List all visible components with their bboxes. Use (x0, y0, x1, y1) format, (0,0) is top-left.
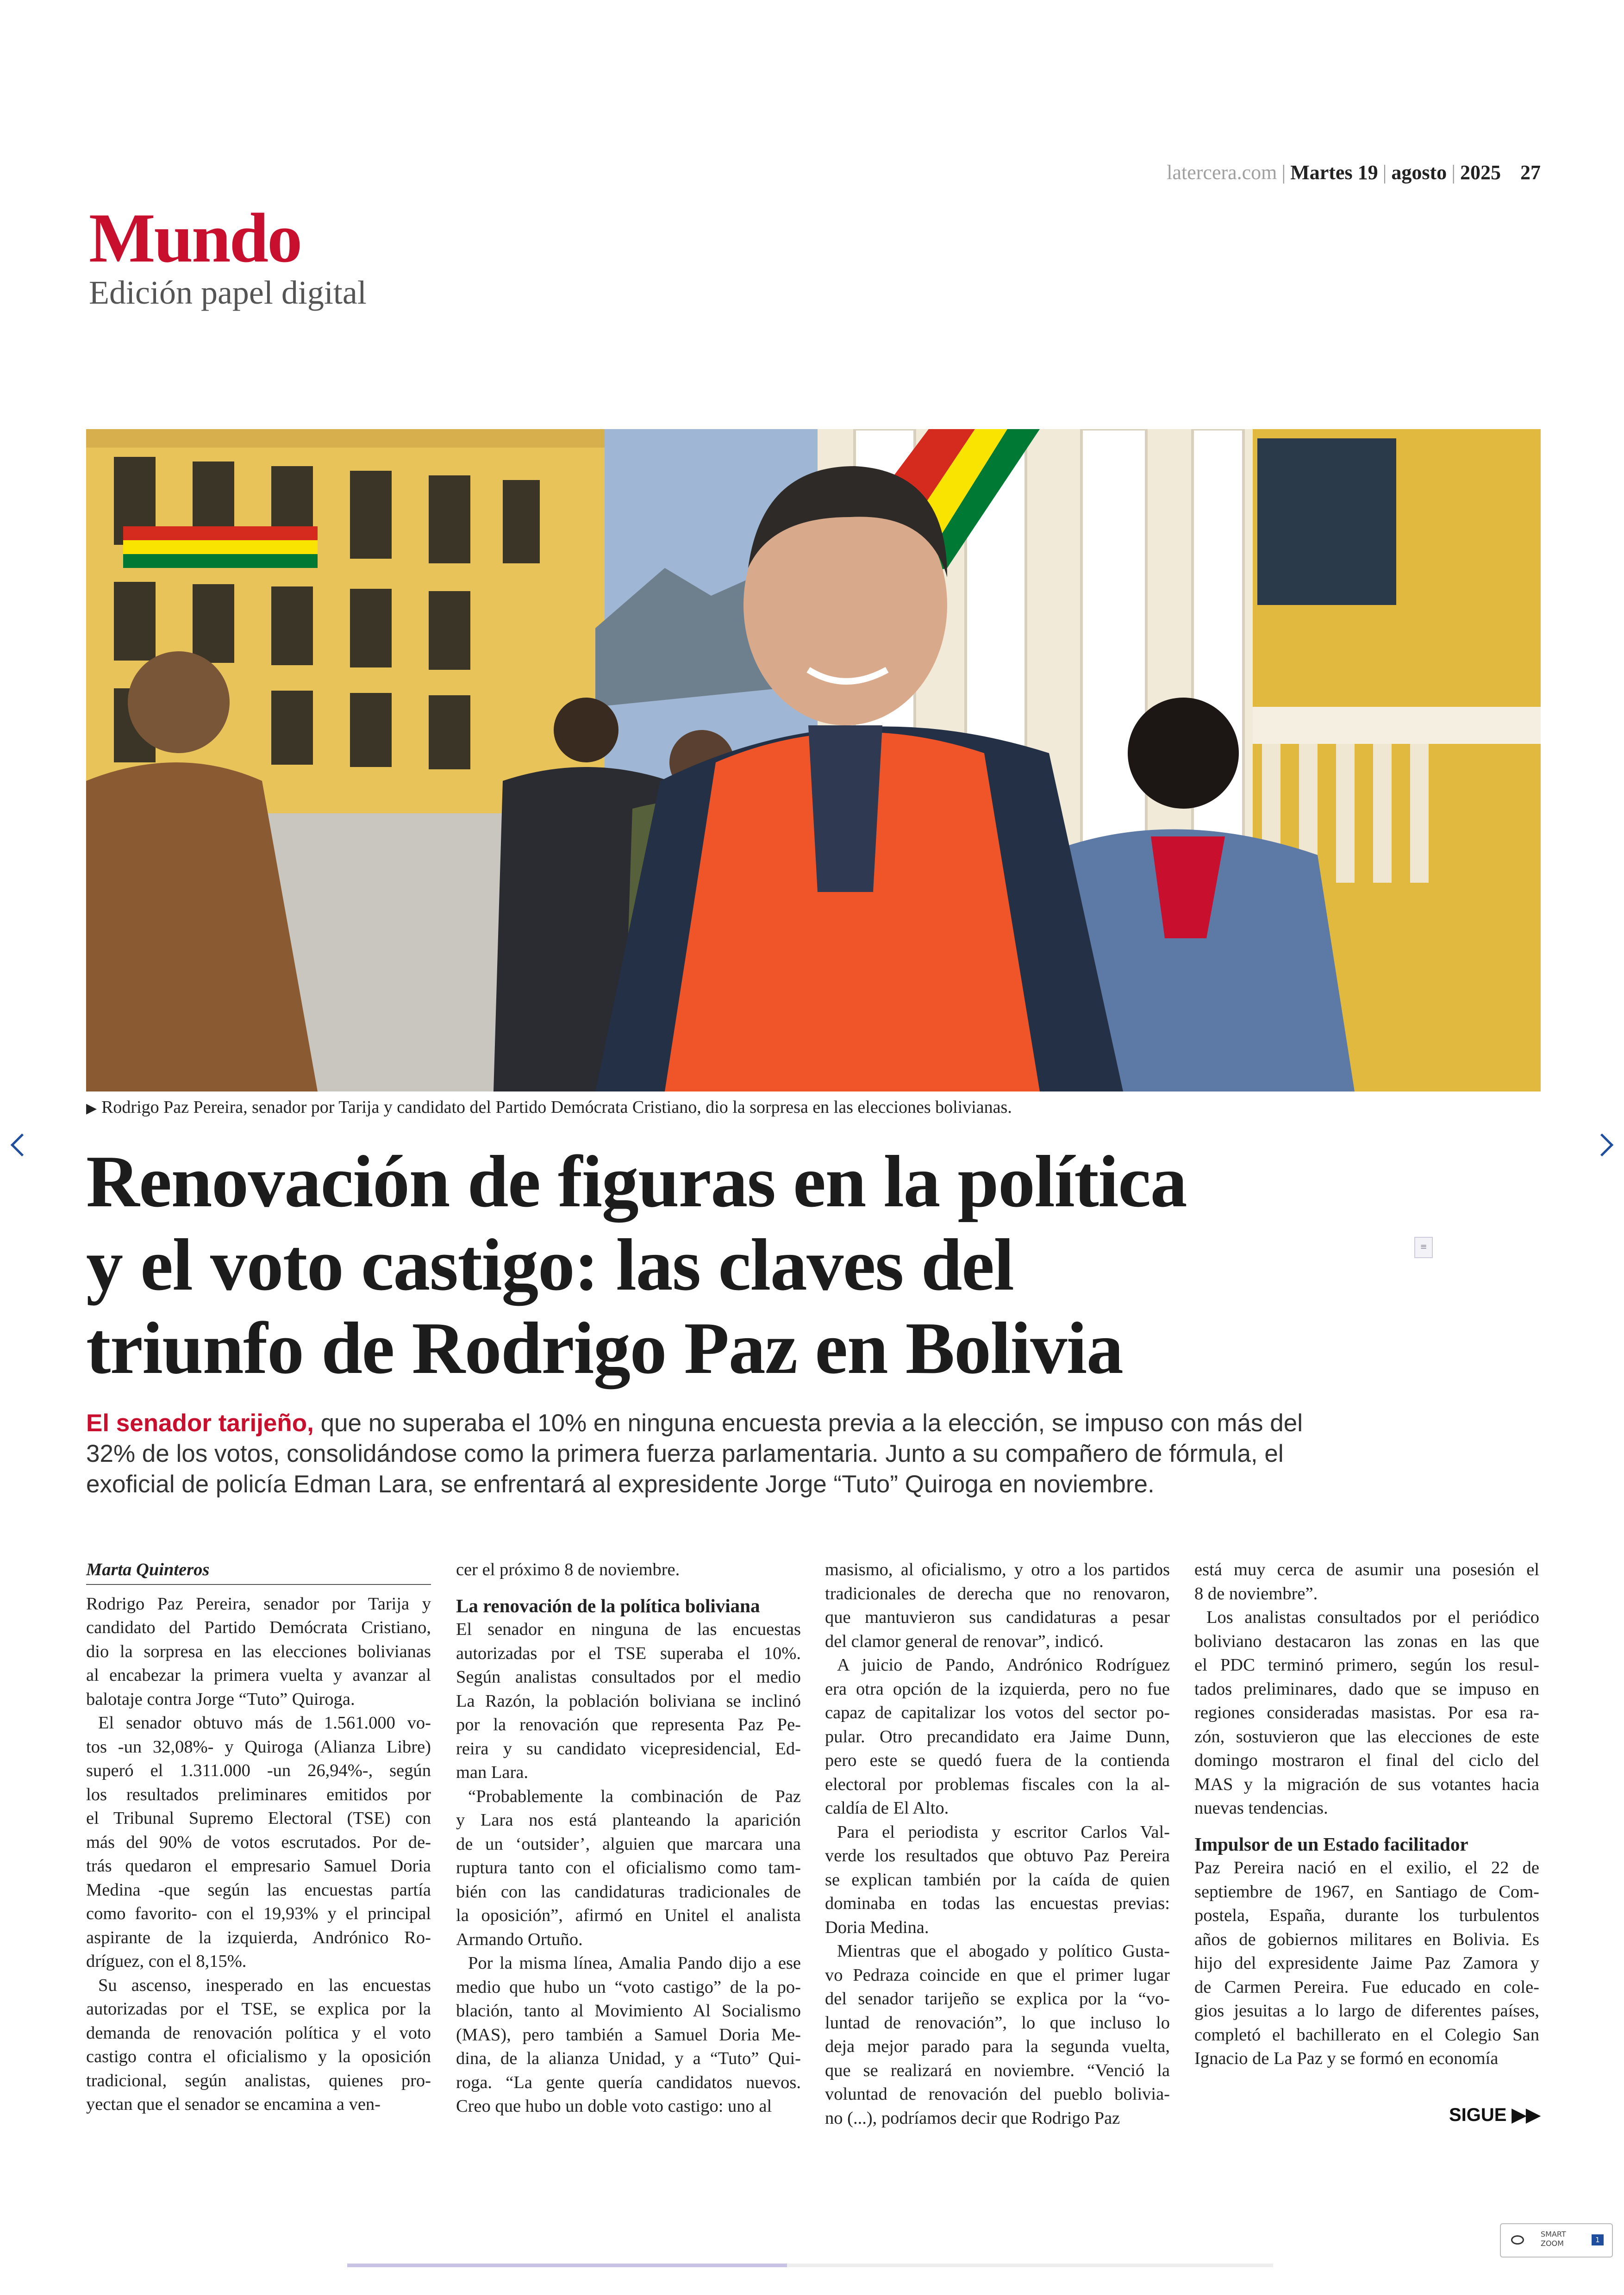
article-column-1 (86, 1558, 431, 2117)
text-line: al encabezar la primera vuelta y avanzar al (86, 1665, 431, 1685)
text-line: y Lara nos está planteando la aparición (456, 1810, 801, 1830)
text-line: Para el periodista y escritor Carlos Val- (837, 1822, 1170, 1842)
smart-zoom-label: SMART ZOOM (1541, 2230, 1566, 2248)
text-line: “Probablemente la combinación de Paz (468, 1786, 801, 1806)
text-line: que se realizará en noviembre. “Venció la (825, 2060, 1170, 2080)
text-line: hijo del expresidente Jaime Paz Zamora y (1194, 1953, 1539, 1973)
text-line: capaz de capitalizar los votos del sector po- (825, 1703, 1170, 1722)
section-subtitle: Edición papel digital (89, 274, 367, 311)
text-line: gios jesuitas a lo largo de diferentes países, (1194, 2001, 1539, 2021)
text-line: bién con las candidaturas tradicionales de (456, 1882, 801, 1902)
text-line: Ignacio de La Paz y se formó en economía (1194, 2049, 1499, 2068)
lead-photo (86, 429, 1541, 1091)
text-line: tos -un 32,08%- y Quiroga (Alianza Libre) (86, 1737, 431, 1757)
text-line: superó el 1.311.000 -un 26,94%-, según (86, 1761, 431, 1780)
folio-month: agosto (1391, 161, 1447, 184)
text-line: años de gobiernos militares en Bolivia. Es (1194, 1929, 1539, 1949)
text-line: roga. “La gente quería candidatos nuevos. (456, 2072, 801, 2092)
text-line: dominaba en todas las encuestas previas: (825, 1894, 1170, 1913)
text-line: Doria Medina. (825, 1917, 929, 1937)
page-folio: latercera.com | Martes 19 | agosto | 2025 27 (1167, 161, 1541, 184)
lead-text: que no superaba el 10% en ninguna encuesta previa a la elección, se impuso con más del (313, 1409, 1303, 1437)
headline-line: triunfo de Rodrigo Paz en Bolivia (86, 1307, 1123, 1389)
byline: Marta Quinteros (86, 1558, 431, 1585)
text-line: el Tribunal Supremo Electoral (TSE) con (86, 1809, 431, 1828)
next-page-icon[interactable] (1591, 1134, 1613, 1156)
lead-text: exoficial de policía Edman Lara, se enfrentará al expresidente Jorge “Tuto” Quiroga en noviembre. (86, 1471, 1155, 1498)
smart-zoom-button[interactable] (1500, 2223, 1613, 2258)
subheading: La renovación de la política boliviana (456, 1595, 760, 1616)
text-line: que mantuvieron sus candidaturas a pesar (825, 1608, 1170, 1627)
text-line: del senador tarijeño se explica por la “vo- (825, 1989, 1170, 2008)
text-line: luntad de renovación”, lo que incluso lo (825, 2013, 1170, 2033)
text-line: La Razón, la población boliviana se inclinó (456, 1691, 801, 1711)
text-line: 8 de noviembre”. (1194, 1584, 1318, 1603)
caption-text: Rodrigo Paz Pereira, senador por Tarija y candidato del Partido Demócrata Cristiano, dio la sorpresa en las elecciones bolivianas. (101, 1098, 1012, 1117)
text-line: vo Pedraza coincide en que el primer lugar (825, 1965, 1170, 1985)
section-title: Mundo (89, 199, 301, 277)
text-line: Los analistas consultados por el periódico (1206, 1608, 1539, 1627)
headline (86, 1140, 1429, 1390)
article-column-4 (1194, 1558, 1539, 2071)
text-line: los resultados preliminares emitidos por (86, 1784, 431, 1804)
text-line: electoral por problemas fiscales con la al- (825, 1774, 1170, 1794)
text-line: Por la misma línea, Amalia Pando dijo a ese (468, 1953, 801, 1973)
headline-line: y el voto castigo: las claves del (86, 1223, 1014, 1306)
text-line: balotaje contra Jorge “Tuto” Quiroga. (86, 1689, 355, 1709)
text-line: pero este se quedó fuera de la contienda (825, 1751, 1170, 1770)
subheading: Impulsor de un Estado facilitador (1194, 1833, 1468, 1855)
text-line: dríguez, con el 8,15%. (86, 1952, 247, 1971)
text-line: MAS y la migración de sus votantes hacia (1194, 1774, 1539, 1794)
text-line: era otra opción de la izquierda, pero no fue (825, 1679, 1170, 1699)
text-line: masismo, al oficialismo, y otro a los partidos (825, 1560, 1170, 1579)
text-line: A juicio de Pando, Andrónico Rodríguez (837, 1655, 1170, 1675)
site-name: latercera.com (1167, 161, 1277, 184)
text-line: voluntad de renovación del pueblo bolivia- (825, 2084, 1170, 2104)
text-line: man Lara. (456, 1763, 529, 1782)
text-line: de Carmen Pereira. Fue educado en cole- (1194, 1977, 1539, 1997)
note-icon[interactable]: ≡ (1414, 1237, 1433, 1258)
scrollbar-thumb[interactable] (347, 2264, 787, 2267)
text-line: pular. Otro precandidato era Jaime Dunn, (825, 1727, 1170, 1746)
text-line: Paz Pereira nació en el exilio, el 22 de (1194, 1858, 1539, 1877)
text-line: zón, sostuvieron que las elecciones de este (1194, 1727, 1539, 1746)
headline-line: Renovación de figuras en la política (86, 1140, 1187, 1222)
continue-label[interactable]: SIGUE ▶▶ (1449, 2105, 1541, 2125)
text-line: demanda de renovación política y el voto (86, 2023, 431, 2043)
spacer (456, 1582, 801, 1594)
article-column-2 (456, 1558, 801, 2119)
text-line: dio la sorpresa en las elecciones bolivianas (86, 1641, 431, 1661)
text-line: no (...), podríamos decir que Rodrigo Paz (825, 2108, 1120, 2128)
text-line: Mientras que el abogado y político Gusta- (837, 1941, 1170, 1961)
text-line: de un ‘outsider’, alguien que marcara una (456, 1834, 801, 1854)
text-line: deja mejor parado para la segunda vuelta, (825, 2037, 1170, 2056)
text-line: candidato del Partido Demócrata Cristiano, (86, 1618, 431, 1637)
text-line: El senador obtuvo más de 1.561.000 vo- (98, 1713, 431, 1733)
text-line: autorizadas por el TSE superaba el 10%. (456, 1643, 801, 1663)
eye-icon (1511, 2235, 1524, 2245)
text-line: septiembre de 1967, en Santiago de Com- (1194, 1882, 1539, 1902)
text-line: se explican también por la caída de quien (825, 1870, 1170, 1890)
lead-highlight: El senador tarijeño, (86, 1409, 314, 1437)
spacer (1194, 1821, 1539, 1833)
text-line: dina, de la alianza Unidad, y a “Tuto” Qui- (456, 2049, 801, 2068)
text-line: tradicionales de derecha que no renovaron, (825, 1584, 1170, 1603)
folio-year: 2025 (1460, 161, 1501, 184)
text-line: tradicional, según analistas, quienes pro- (86, 2070, 431, 2090)
text-line: reira y su candidato vicepresidencial, Ed- (456, 1739, 801, 1759)
page-number: 27 (1520, 161, 1541, 184)
text-line: Según analistas consultados por el medio (456, 1667, 801, 1687)
text-line: Creo que hubo un doble voto castigo: uno al (456, 2096, 772, 2116)
text-line: aspirante de la izquierda, Andrónico Ro- (86, 1927, 431, 1947)
text-line: completó el bachillerato en el Colegio San (1194, 2025, 1539, 2045)
text-line: blación, tanto al Movimiento Al Socialismo (456, 2001, 801, 2021)
text-line: como favorito- con el 19,93% y el principal (86, 1904, 431, 1923)
lead-text: 32% de los votos, consolidándose como la primera fuerza parlamentaria. Junto a su compañero de fórmula, el (86, 1440, 1284, 1467)
text-line: (MAS), pero también a Samuel Doria Me- (456, 2025, 801, 2045)
text-line: Rodrigo Paz Pereira, senador por Tarija y (86, 1594, 431, 1614)
text-line: cer el próximo 8 de noviembre. (456, 1560, 680, 1579)
text-line: Su ascenso, inesperado en las encuestas (98, 1975, 431, 1995)
text-line: más del 90% de votos escrutados. Por de- (86, 1832, 431, 1852)
text-line: del clamor general de renovar”, indicó. (825, 1631, 1104, 1651)
text-line: yectan que el senador se encamina a ven- (86, 2095, 381, 2114)
folio-day: Martes 19 (1290, 161, 1378, 184)
article-column-3 (825, 1558, 1170, 2130)
zoom-badge: 1 (1592, 2234, 1604, 2245)
text-line: castigo contra el oficialismo y la oposición (86, 2047, 431, 2066)
text-line: nuevas tendencias. (1194, 1798, 1328, 1818)
text-line: el PDC terminó primero, según los resul- (1194, 1655, 1539, 1675)
text-line: Medina -que según las encuestas partía (86, 1880, 431, 1900)
previous-page-icon[interactable] (11, 1134, 33, 1156)
text-line: postela, España, durante los turbulentos (1194, 1906, 1539, 1925)
caption-triangle-icon: ▶ (86, 1101, 97, 1116)
text-line: Armando Ortuño. (456, 1929, 583, 1949)
text-line: verde los resultados que obtuvo Paz Pereira (825, 1846, 1170, 1865)
text-line: regiones consideradas masistas. Por esa ra- (1194, 1703, 1539, 1722)
text-line: El senador en ninguna de las encuestas (456, 1620, 801, 1639)
text-line: boliviano destacaron las zonas en las que (1194, 1631, 1539, 1651)
text-line: está muy cerca de asumir una posesión el (1194, 1560, 1539, 1579)
text-line: ruptura tanto con el oficialismo como tam- (456, 1858, 801, 1877)
text-line: por la renovación que representa Paz Pe- (456, 1715, 801, 1734)
lead-paragraph (86, 1408, 1544, 1500)
text-line: medio que hubo un “voto castigo” de la po- (456, 1977, 801, 1997)
text-line: caldía de El Alto. (825, 1798, 949, 1818)
text-line: autorizadas por el TSE, se explica por la (86, 1999, 431, 2019)
text-line: la oposición”, afirmó en Unitel el analista (456, 1906, 801, 1925)
text-line: tados preliminares, dado que se impuso en (1194, 1679, 1539, 1699)
photo-caption (86, 1097, 1012, 1117)
text-line: domingo mostraron el final del ciclo del (1194, 1751, 1539, 1770)
text-line: trás quedaron el empresario Samuel Doria (86, 1856, 431, 1876)
